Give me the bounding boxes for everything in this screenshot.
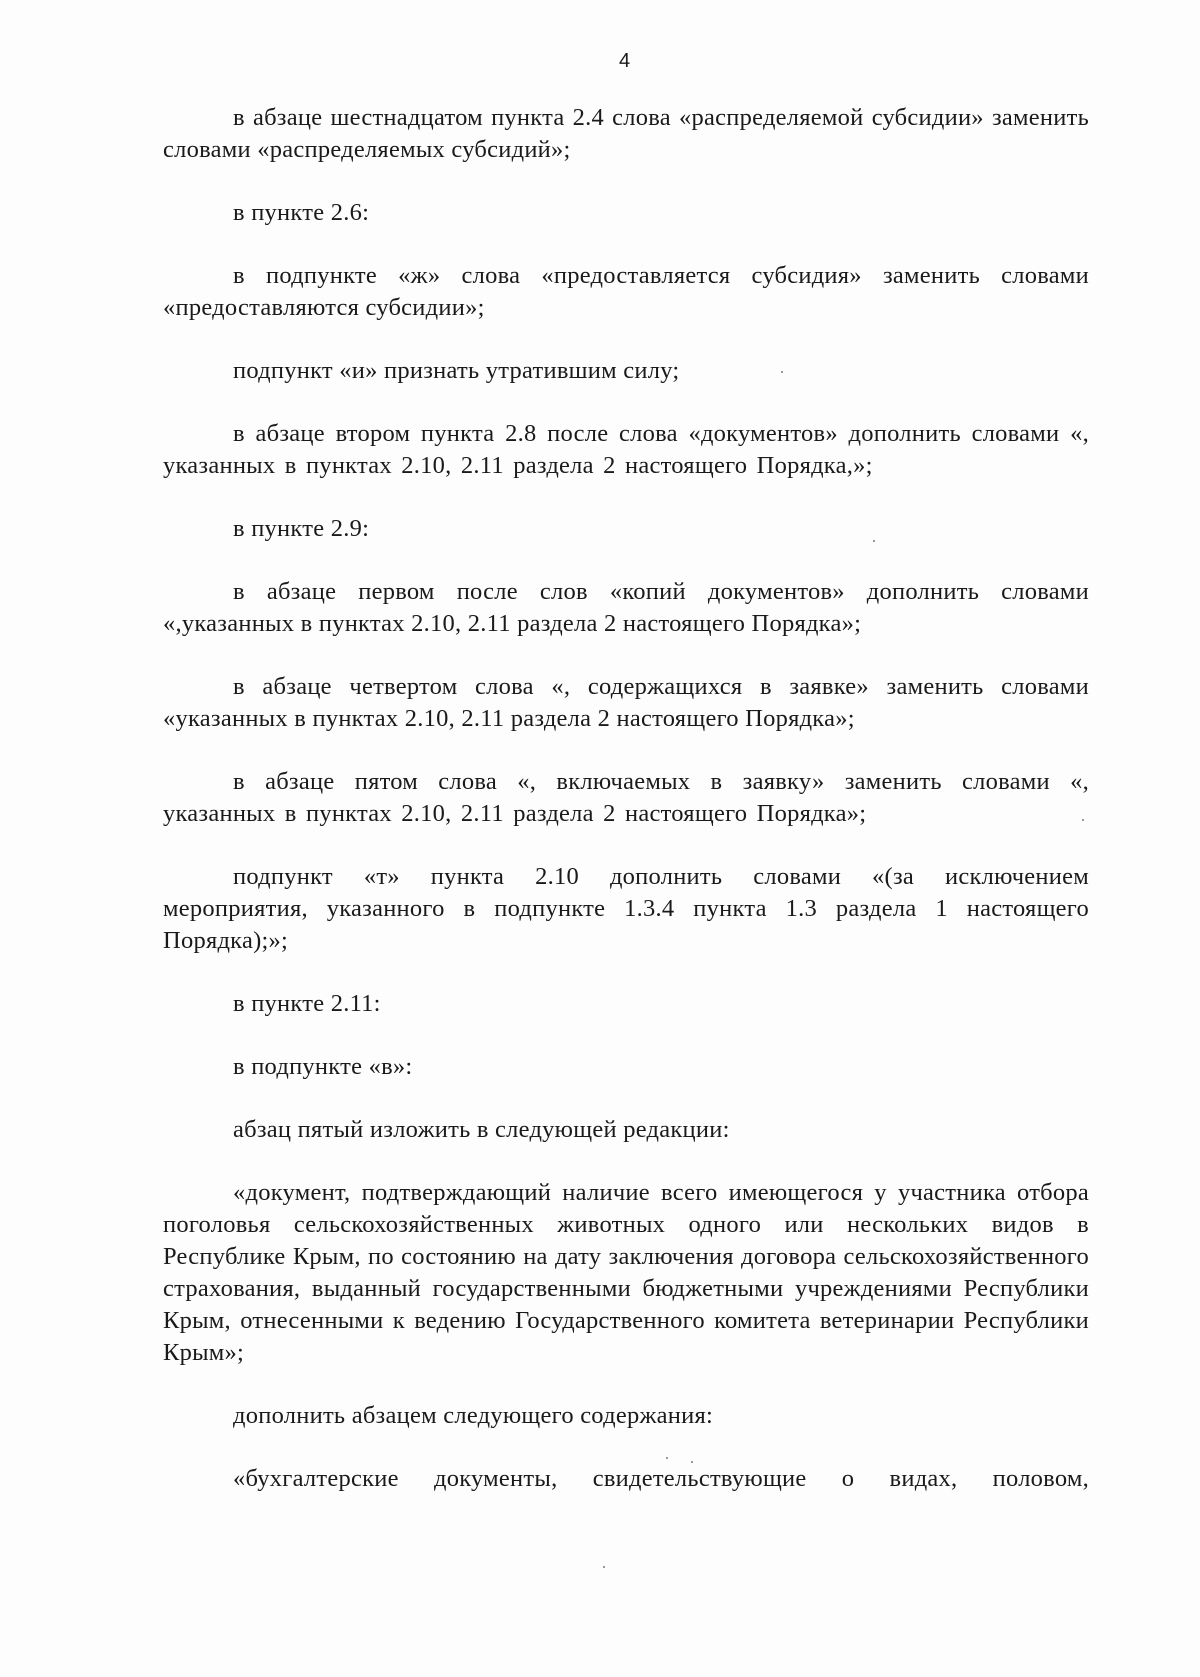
paragraph-subclause-zh-amendment: в подпункте «ж» слова «предоставляется субсидия» заменить словами «предоставляются субсидии»;	[163, 262, 1089, 321]
paragraph-clause-2-11-heading: в пункте 2.11:	[233, 990, 381, 1017]
paragraph-fifth-restatement-intro: абзац пятый изложить в следующей редакции:	[233, 1116, 730, 1143]
paragraph-clause-2-9-fourth: в абзаце четвертом слова «, содержащихся в заявке» заменить словами «указанных в пунктах 2.10, 2.11 раздела 2 настоящего Порядка»;	[163, 673, 1089, 732]
paragraph-item-2-4-amendment: в абзаце шестнадцатом пункта 2.4 слова «распределяемой субсидии» заменить словами «распределяемых субсидий»;	[163, 104, 1089, 163]
paragraph-subclause-i-repeal: подпункт «и» признать утратившим силу;	[233, 357, 680, 384]
paragraph-clause-2-8-amendment: в абзаце втором пункта 2.8 после слова «документов» дополнить словами «, указанных в пунктах 2.10, 2.11 раздела 2 настоящего Порядка,»;	[163, 420, 1089, 479]
scan-speck	[1082, 819, 1084, 821]
scan-speck	[691, 1461, 693, 1463]
scan-speck	[666, 1457, 668, 1459]
paragraph-subclause-t-amendment: подпункт «т» пункта 2.10 дополнить словами «(за исключением мероприятия, указанного в подпункте 1.3.4 пункта 1.3 раздела 1 настоящего Порядка);»;	[163, 863, 1089, 954]
document-body	[163, 102, 1089, 1495]
paragraph-accounting-documents-quote: «бухгалтерские документы, свидетельствующие о видах, половом,	[233, 1465, 1089, 1492]
scan-speck	[873, 540, 875, 542]
page-number: 4	[618, 50, 631, 72]
paragraph-livestock-document-quote: «документ, подтверждающий наличие всего имеющегося у участника отбора поголовья сельскохозяйственных животных одного или нескольких видов в Республике Крым, по состоянию на дату заключения договора сельскохозяйственного страхования, выданный государственными бюджетными учреждениями Республики Крым, отнесенными к ведению Государственного комитета ветеринарии Республики Крым»;	[163, 1179, 1089, 1366]
paragraph-clause-2-9-first: в абзаце первом после слов «копий документов» дополнить словами «,указанных в пунктах 2.10, 2.11 раздела 2 настоящего Порядка»;	[163, 578, 1089, 637]
paragraph-clause-2-9-heading: в пункте 2.9:	[233, 515, 370, 542]
paragraph-clause-2-9-fifth: в абзаце пятом слова «, включаемых в заявку» заменить словами «, указанных в пунктах 2.10, 2.11 раздела 2 настоящего Порядка»;	[163, 768, 1089, 827]
paragraph-subclause-v-heading: в подпункте «в»:	[233, 1053, 413, 1080]
scan-speck	[603, 1566, 605, 1568]
scan-speck	[781, 371, 783, 373]
paragraph-clause-2-6-heading: в пункте 2.6:	[233, 199, 370, 226]
paragraph-supplement-intro: дополнить абзацем следующего содержания:	[233, 1402, 714, 1429]
